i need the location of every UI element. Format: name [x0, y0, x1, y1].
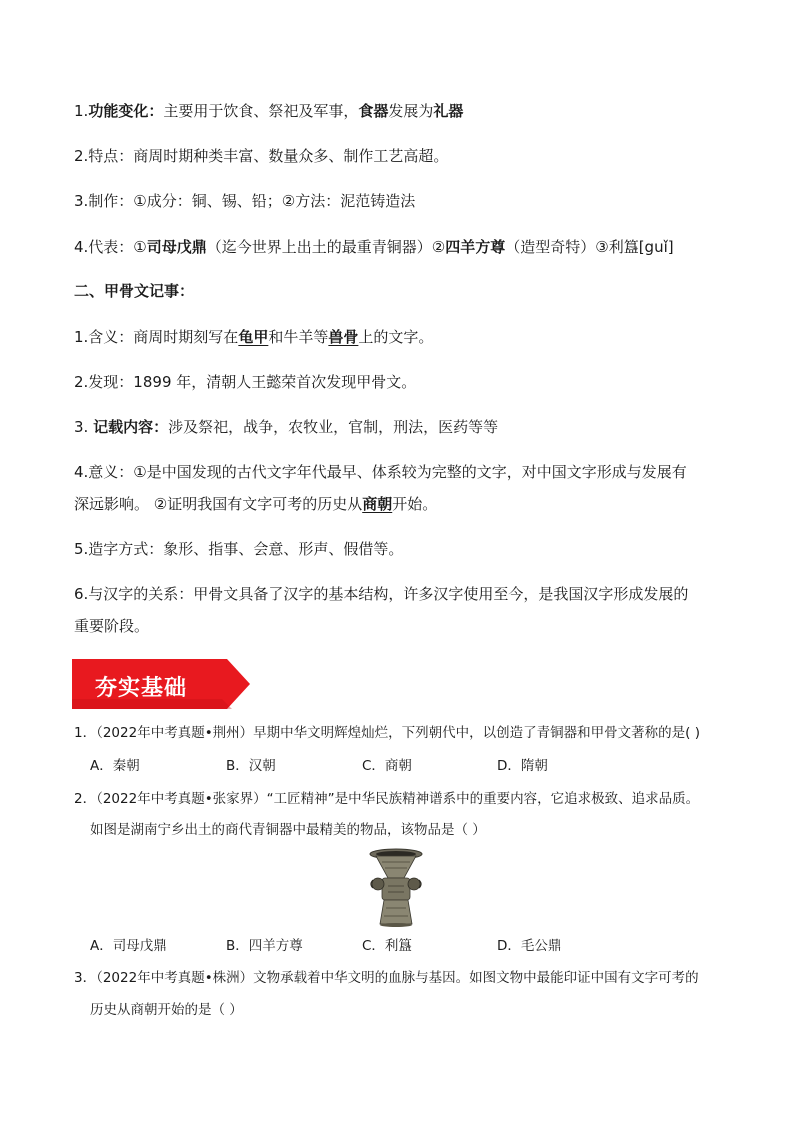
question-3-line-1: 3．（2022年中考真题•株洲）文物承载着中华文明的血脉与基因。如图文物中最能印证中国有文字可考的	[74, 970, 699, 986]
banner-title: 夯实基础	[95, 676, 188, 701]
note-text: 主要用于饮食、祭祀及军事，	[163, 102, 359, 120]
note-underline: 龟甲	[238, 328, 269, 346]
note-1	[74, 101, 463, 121]
note-text: 上的文字。	[358, 328, 434, 346]
note-4	[74, 237, 674, 257]
note-label: 记载内容：	[93, 418, 169, 436]
note-8-line-1: 4.意义：①是中国发现的古代文字年代最早、体系较为完整的文字，对中国文字形成与发展有	[74, 463, 687, 481]
note-9: 5.造字方式：象形、指事、会意、形声、假借等。	[74, 540, 404, 558]
option-c[interactable]: C．商朝	[362, 758, 412, 774]
note-text: （迄今世界上出土的最重青铜器）②	[206, 238, 446, 256]
note-bold: 礼器	[433, 102, 464, 120]
note-underline: 商朝	[362, 495, 393, 513]
note-text: 4.代表：①	[74, 238, 147, 256]
question-2-line-2: 如图是湖南宁乡出土的商代青铜器中最精美的物品，该物品是（ ）	[90, 822, 486, 838]
option-b[interactable]: B．汉朝	[226, 758, 276, 774]
note-text: 涉及祭祀，战争，农牧业，官制，刑法，医药等等	[168, 418, 499, 436]
option-d[interactable]: D．隋朝	[497, 758, 548, 774]
note-text: 3.	[74, 418, 94, 436]
bronze-vessel-image	[368, 848, 424, 928]
note-7	[74, 417, 498, 437]
option-a[interactable]: A．司母戊鼎	[90, 938, 167, 954]
note-6: 2.发现：1899 年，清朝人王懿荣首次发现甲骨文。	[74, 373, 417, 391]
note-text: 深远影响。 ②证明我国有文字可考的历史从	[74, 495, 363, 513]
note-label: 功能变化：	[88, 102, 164, 120]
option-a[interactable]: A．秦朝	[90, 758, 140, 774]
question-1: 1．（2022年中考真题•荆州）早期中华文明辉煌灿烂，下列朝代中，以创造了青铜器和甲骨文著称的是( )	[74, 725, 700, 741]
note-8-line-2	[74, 494, 437, 514]
note-bold: 四羊方尊	[445, 238, 506, 256]
note-text: （造型奇特）③利簋[guǐ]	[505, 238, 674, 256]
option-c[interactable]: C．利簋	[362, 938, 412, 954]
note-2: 2.特点：商周时期种类丰富、数量众多、制作工艺高超。	[74, 147, 449, 165]
note-bold: 食器	[358, 102, 389, 120]
note-5	[74, 327, 433, 347]
note-text: 1.含义：商周时期刻写在	[74, 328, 239, 346]
note-text: 开始。	[392, 495, 438, 513]
note-3: 3.制作：①成分：铜、锡、铅；②方法：泥范铸造法	[74, 192, 416, 210]
note-num: 1.	[74, 102, 89, 120]
question-3-line-2: 历史从商朝开始的是（ ）	[90, 1002, 243, 1018]
note-10-line-2: 重要阶段。	[74, 617, 150, 635]
option-d[interactable]: D．毛公鼎	[497, 938, 562, 954]
note-text: 发展为	[388, 102, 434, 120]
option-b[interactable]: B．四羊方尊	[226, 938, 303, 954]
question-2-line-1: 2．（2022年中考真题•张家界）“工匠精神”是中华民族精神谱系中的重要内容，它追求极致、追求品质。	[74, 791, 700, 807]
note-underline: 兽骨	[328, 328, 359, 346]
note-text: 和牛羊等	[268, 328, 329, 346]
note-bold: 司母戊鼎	[146, 238, 207, 256]
section-heading: 二、甲骨文记事：	[74, 282, 195, 300]
note-10-line-1: 6.与汉字的关系：甲骨文具备了汉字的基本结构，许多汉字使用至今，是我国汉字形成发展的	[74, 585, 689, 603]
